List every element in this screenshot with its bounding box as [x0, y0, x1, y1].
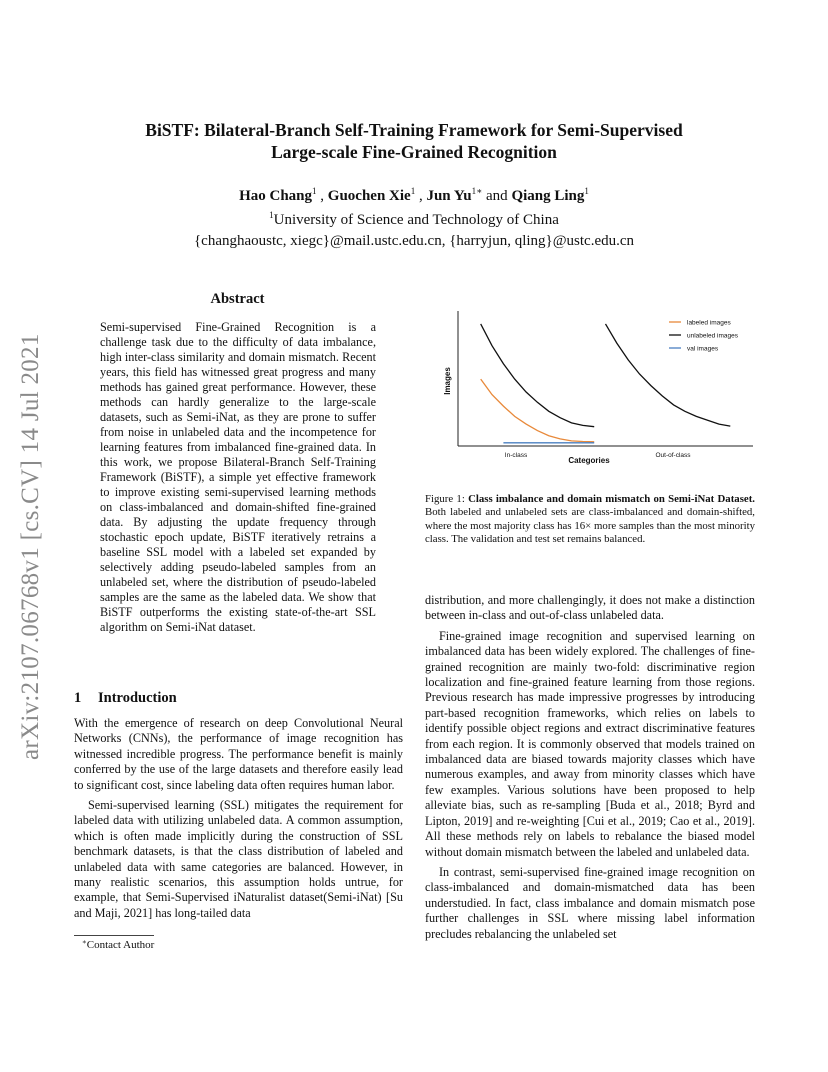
figure-1-chart	[425, 296, 755, 476]
affiliation-mark: 1	[269, 210, 274, 220]
footnote	[82, 938, 154, 951]
paragraph: distribution, and more challengingly, it does not make a distinction between in-class and out-of-class unlabeled data.	[425, 593, 755, 623]
paragraph: Fine-grained image recognition and supervised learning on imbalanced data has been widely explored. The challenges of fine-grained recognition are mainly two-fold: discriminative region localization and fine-grained feature learning from those regions. Previous research has made impressive progresses by introducing part-based recognition frameworks, which relies on labels to identify possible object regions and extract discriminative features from each region. It is commonly observed that models trained on imbalanced data are biased towards majority classes which have numerous examples, and away from minority classes which have few examples. Various solutions have been proposed to help alleviate bias, such as re-sampling [Buda et al., 2018; Byrd and Lipton, 2019] and re-weighting [Cui et al., 2019; Cao et al., 2019]. All these methods rely on labels to rebalance the biased model without domain mismatch between the labeled and unlabeled data.	[425, 628, 755, 859]
caption-bold: Class imbalance and domain mismatch on Semi-iNat Dataset.	[468, 493, 755, 505]
paragraph: In contrast, semi-supervised fine-grained image recognition on class-imbalanced and domain-mismatched data has been understudied. In fact, class imbalance and domain mismatch pose further challenges in SSL where missing label information precludes rebalancing the unlabeled set	[425, 864, 755, 941]
title-line-2: Large-scale Fine-Grained Recognition	[271, 142, 557, 162]
author-name: Hao Chang	[239, 188, 313, 204]
line-chart	[425, 296, 755, 476]
series-line-unlabeled-images-0	[481, 324, 595, 427]
legend-label: labeled images	[687, 319, 731, 327]
author-affil-mark: 1	[312, 186, 317, 196]
affiliation-line	[60, 210, 768, 231]
paragraph: With the emergence of research on deep Convolutional Neural Networks (CNNs), the performance of image recognition has witnessed incredible progress. The performance benefit is mainly conferred by the use of the large datasets and therefore easily lead to significant cost, since labeling data often requires human labor.	[74, 716, 403, 792]
affiliation-name: University of Science and Technology of China	[273, 212, 559, 228]
affiliation-block	[60, 210, 768, 252]
chart-legend	[669, 320, 739, 353]
introduction-right-column	[425, 593, 755, 947]
section-heading-introduction	[74, 690, 177, 707]
author-affil-mark: 1	[584, 186, 589, 196]
paper-title	[60, 119, 768, 163]
author-affil-mark: 1	[410, 186, 416, 196]
caption-text: Both labeled and unlabeled sets are class-imbalanced and domain-shifted, where the most majority class has 16× more samples than the most minority class. The validation and test set remains balanced.	[425, 506, 755, 545]
footnote-mark: ∗	[82, 938, 87, 946]
footnote-text: Contact Author	[86, 939, 155, 951]
author-emails: {changhaoustc, xiegc}@mail.ustc.edu.cn, {harryjun, qling}@ustc.edu.cn	[193, 233, 635, 249]
arxiv-stamp: arXiv:2107.06768v1 [cs.CV] 14 Jul 2021	[17, 333, 44, 760]
title-line-1: BiSTF: Bilateral-Branch Self-Training Framework for Semi-Supervised	[145, 120, 683, 140]
y-axis-label: Images	[443, 367, 452, 395]
abstract-text: Semi-supervised Fine-Grained Recognition is a challenge task due to the difficulty of data imbalance, high inter-class similarity and domain mismatch. Recent years, this field has witnessed great progress and many methods has gained great performance. However, these methods can hardly generalize to the large-scale datasets, such as Semi-iNat, as they are prone to suffer from noise in unlabeled data and the incompetence for learning features from imbalanced fine-grained data. In this work, we propose Bilateral-Branch Self-Training Framework (BiSTF), a simple yet effective framework to improve existing semi-supervised learning methods on class-imbalanced and domain-shifted fine-grained data. By adjusting the update frequency through stochastic epoch update, BiSTF iteratively retrains a baseline SSL model with a labeled set expanded by selectively adding pseudo-labeled samples from an unlabeled set, where the distribution of pseudo-labeled samples are the same as the labeled data. We show that BiSTF outperforms the existing state-of-the-art SSL algorithm on Semi-iNat dataset.	[100, 320, 376, 634]
author-separator: ,	[418, 188, 423, 204]
series-layer	[481, 324, 731, 443]
abstract-heading: Abstract	[210, 291, 265, 307]
x-group-label-out-of-class: Out-of-class	[655, 452, 691, 459]
legend-label: unlabeled images	[687, 332, 738, 340]
author-and: and	[486, 188, 508, 204]
author-name: Jun Yu	[426, 188, 472, 204]
section-number: 1	[74, 690, 82, 706]
section-title: Introduction	[98, 690, 177, 706]
author-list	[60, 186, 768, 206]
x-axis-label: Categories	[568, 456, 610, 465]
legend-label: val images	[687, 345, 719, 353]
author-separator: ,	[320, 188, 325, 204]
author-affil-mark: 1∗	[471, 186, 483, 196]
author-name: Guochen Xie	[327, 188, 411, 204]
caption-label: Figure 1:	[425, 493, 465, 505]
x-group-label-in-class: In-class	[504, 452, 528, 459]
author-name: Qiang Ling	[511, 188, 585, 204]
series-line-labeled-images-0	[481, 379, 595, 442]
paragraph: Semi-supervised learning (SSL) mitigates the requirement for labeled data with utilizing unlabeled data. A common assumption, which is often made implicitly during the construction of SSL benchmark datasets, is that the class distribution of labeled and unlabeled data with same categories are balanced. However, in many realistic scenarios, this assumption holds untrue, for example, that Semi-Supervised iNaturalist dataset(Semi-iNat) [Su and Maji, 2021] has long-tailed data	[74, 798, 403, 920]
figure-1-caption	[425, 493, 755, 546]
introduction-left-column	[74, 716, 403, 926]
footnote-divider	[74, 935, 154, 936]
